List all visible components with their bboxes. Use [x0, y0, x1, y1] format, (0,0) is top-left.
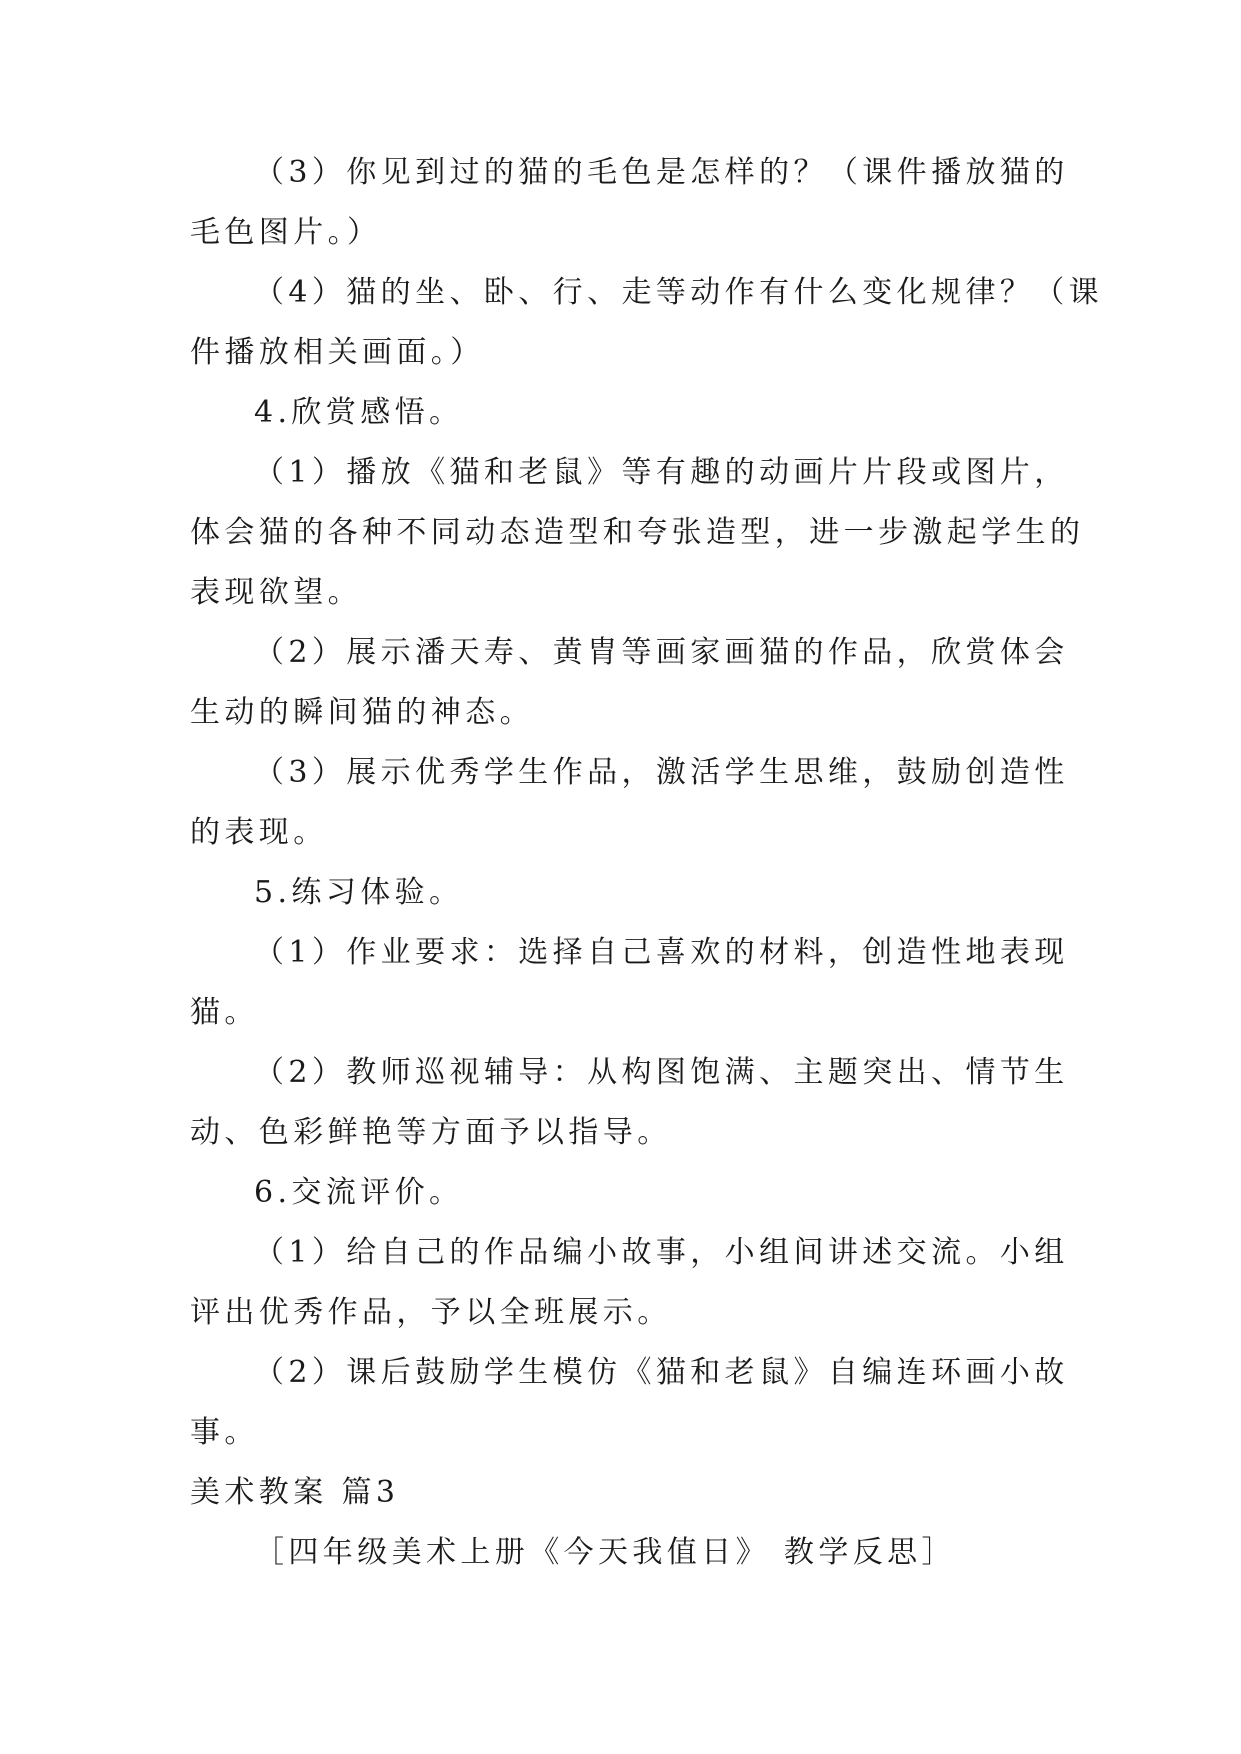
step-heading: 4.欣赏感悟。 — [254, 395, 464, 430]
step-heading: 5.练习体验。 — [254, 875, 464, 910]
paragraph-line: （1）播放《猫和老鼠》等有趣的动画片片段或图片， — [254, 455, 1069, 490]
paragraph-line: 表现欲望。 — [190, 575, 362, 610]
lesson-subtitle: ［四年级美术上册《今天我值日》 教学反思］ — [254, 1535, 956, 1570]
paragraph-line: 事。 — [190, 1415, 259, 1450]
paragraph-line: 动、色彩鲜艳等方面予以指导。 — [190, 1115, 672, 1150]
paragraph-line: （2）课后鼓励学生模仿《猫和老鼠》自编连环画小故 — [254, 1355, 1069, 1390]
step-heading: 6.交流评价。 — [254, 1175, 464, 1210]
paragraph-line: 猫。 — [190, 995, 259, 1030]
paragraph-line: （3）展示优秀学生作品，激活学生思维，鼓励创造性 — [254, 755, 1069, 790]
paragraph-line: （2）教师巡视辅导：从构图饱满、主题突出、情节生 — [254, 1055, 1069, 1090]
paragraph-line: 生动的瞬间猫的神态。 — [190, 695, 534, 730]
paragraph-line: （2）展示潘天寿、黄胄等画家画猫的作品，欣赏体会 — [254, 635, 1069, 670]
document-body — [190, 155, 1104, 1598]
paragraph-line: 毛色图片。） — [190, 215, 382, 250]
paragraph-line: （1）给自己的作品编小故事，小组间讲述交流。小组 — [254, 1235, 1069, 1270]
paragraph-line: 的表现。 — [190, 815, 328, 850]
section-title: 美术教案 篇3 — [190, 1475, 400, 1510]
paragraph-line: （4）猫的坐、卧、行、走等动作有什么变化规律？（课 — [254, 275, 1104, 310]
paragraph-line: （3）你见到过的猫的毛色是怎样的？（课件播放猫的 — [254, 155, 1069, 190]
paragraph-line: （1）作业要求：选择自己喜欢的材料，创造性地表现 — [254, 935, 1069, 970]
paragraph-line: 体会猫的各种不同动态造型和夸张造型，进一步激起学生的 — [190, 515, 1085, 550]
paragraph-line: 件播放相关画面。） — [190, 335, 485, 370]
paragraph-line: 评出优秀作品，予以全班展示。 — [190, 1295, 672, 1330]
